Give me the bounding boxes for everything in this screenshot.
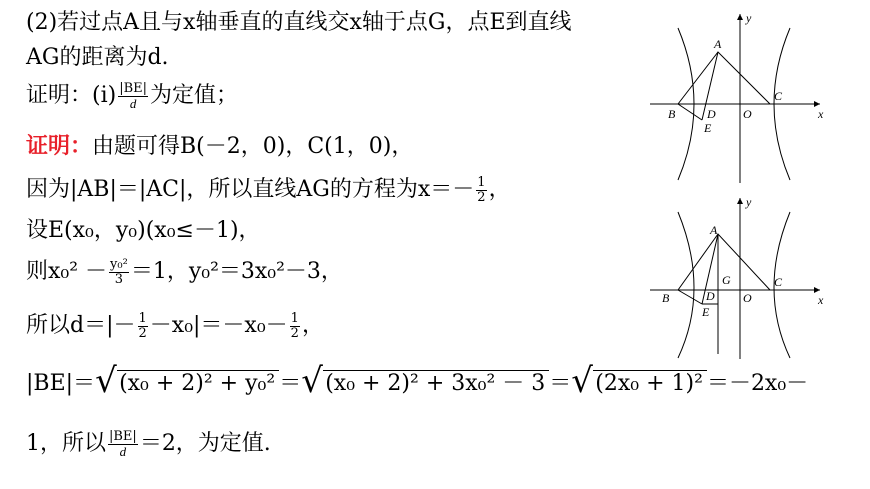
proof-line-1 <box>26 135 413 158</box>
proof-text-1: 由题可得B(－2，0)，C(1，0)， <box>92 134 414 159</box>
fig1-label-o: O <box>743 107 752 121</box>
claim-suffix: 为定值； <box>150 83 239 109</box>
fig1-label-d: D <box>707 107 716 121</box>
fig1-label-e: E <box>704 121 712 135</box>
proof-text-7b: ＝2，为定值. <box>139 431 271 457</box>
fig1-label-b: B <box>668 107 676 121</box>
fig2-label-d: D <box>706 289 715 303</box>
fig1-label-x: x <box>818 107 824 121</box>
y-axis-arrow-icon <box>737 14 743 20</box>
proof-line-2 <box>26 176 511 204</box>
proof-text-2: 因为|AB|＝|AC|，所以直线AG的方程为x＝－ <box>26 177 475 203</box>
fraction-half-a: $\frac{1}{2}$ <box>138 311 147 341</box>
proof-line-6 <box>26 361 809 401</box>
sqrt-expression-1: √ (x₀ + 2)² + y₀² <box>95 370 279 395</box>
segment-be <box>678 104 702 120</box>
fig2-label-g: G <box>722 273 731 287</box>
proof-line-7 <box>26 430 271 458</box>
hyperbola-figure-1 <box>640 8 830 188</box>
proof-text-6c: ＝ <box>549 371 572 396</box>
proof-text-6d: ＝－2x₀－ <box>706 371 809 396</box>
claim-line <box>26 82 238 110</box>
claim-prefix: 证明：(i) <box>26 83 117 109</box>
fig2-label-e: E <box>702 305 710 319</box>
fraction-be-over-d-2: $\frac{|BE|}{d}$ <box>109 429 137 459</box>
proof-text-4a: 则x₀² － <box>26 259 108 285</box>
proof-heading: 证明： <box>26 133 93 159</box>
proof-line-5 <box>26 312 324 340</box>
fig2-label-o: O <box>743 291 752 305</box>
proof-text-5a: 所以d＝|－ <box>26 313 136 339</box>
y-axis-arrow-icon <box>737 198 743 204</box>
proof-text-4b: ＝1，y₀²＝3x₀²－3， <box>130 259 343 285</box>
proof-text-6a: |BE|＝ <box>26 371 96 396</box>
sqrt-expression-2: √ (x₀ + 2)² + 3x₀² － 3 <box>301 370 549 395</box>
fraction-half-b: $\frac{1}{2}$ <box>290 311 299 341</box>
fig2-label-x: x <box>818 293 824 307</box>
fig1-label-a: A <box>714 37 722 51</box>
problem-line-1: (2)若过点A且与x轴垂直的直线交x轴于点G，点E到直线 <box>26 10 572 35</box>
proof-line-3: 设E(x₀，y₀)(x₀≤－1)， <box>26 218 261 243</box>
fig2-label-c: C <box>774 275 783 289</box>
fraction-y0sq-over-3: $\frac{\text{y₀²}}{3}$ <box>110 257 128 287</box>
proof-line-4 <box>26 258 343 286</box>
fig1-label-y: y <box>746 11 752 25</box>
fig2-label-a: A <box>710 223 718 237</box>
proof-text-7a: 1，所以 <box>26 431 106 457</box>
sqrt-expression-3: √ (2x₀ + 1)² <box>571 370 707 395</box>
segment-be <box>678 290 702 304</box>
fraction-be-over-d: $\frac{|BE|}{d}$ <box>119 81 148 111</box>
fig2-label-y: y <box>746 195 752 209</box>
proof-text-6b: ＝ <box>279 371 302 396</box>
hyperbola-left-branch <box>678 212 694 358</box>
hyperbola-figure-2 <box>640 194 830 364</box>
fraction-half: $\frac{1}{2}$ <box>477 175 486 205</box>
problem-line-2: AG的距离为d. <box>26 45 169 70</box>
proof-text-2-end: ， <box>488 177 511 203</box>
fig2-label-b: B <box>662 291 670 305</box>
fig1-label-c: C <box>774 89 783 103</box>
proof-text-5c: ， <box>301 313 324 339</box>
proof-text-5b: －x₀|＝－x₀－ <box>149 313 288 339</box>
